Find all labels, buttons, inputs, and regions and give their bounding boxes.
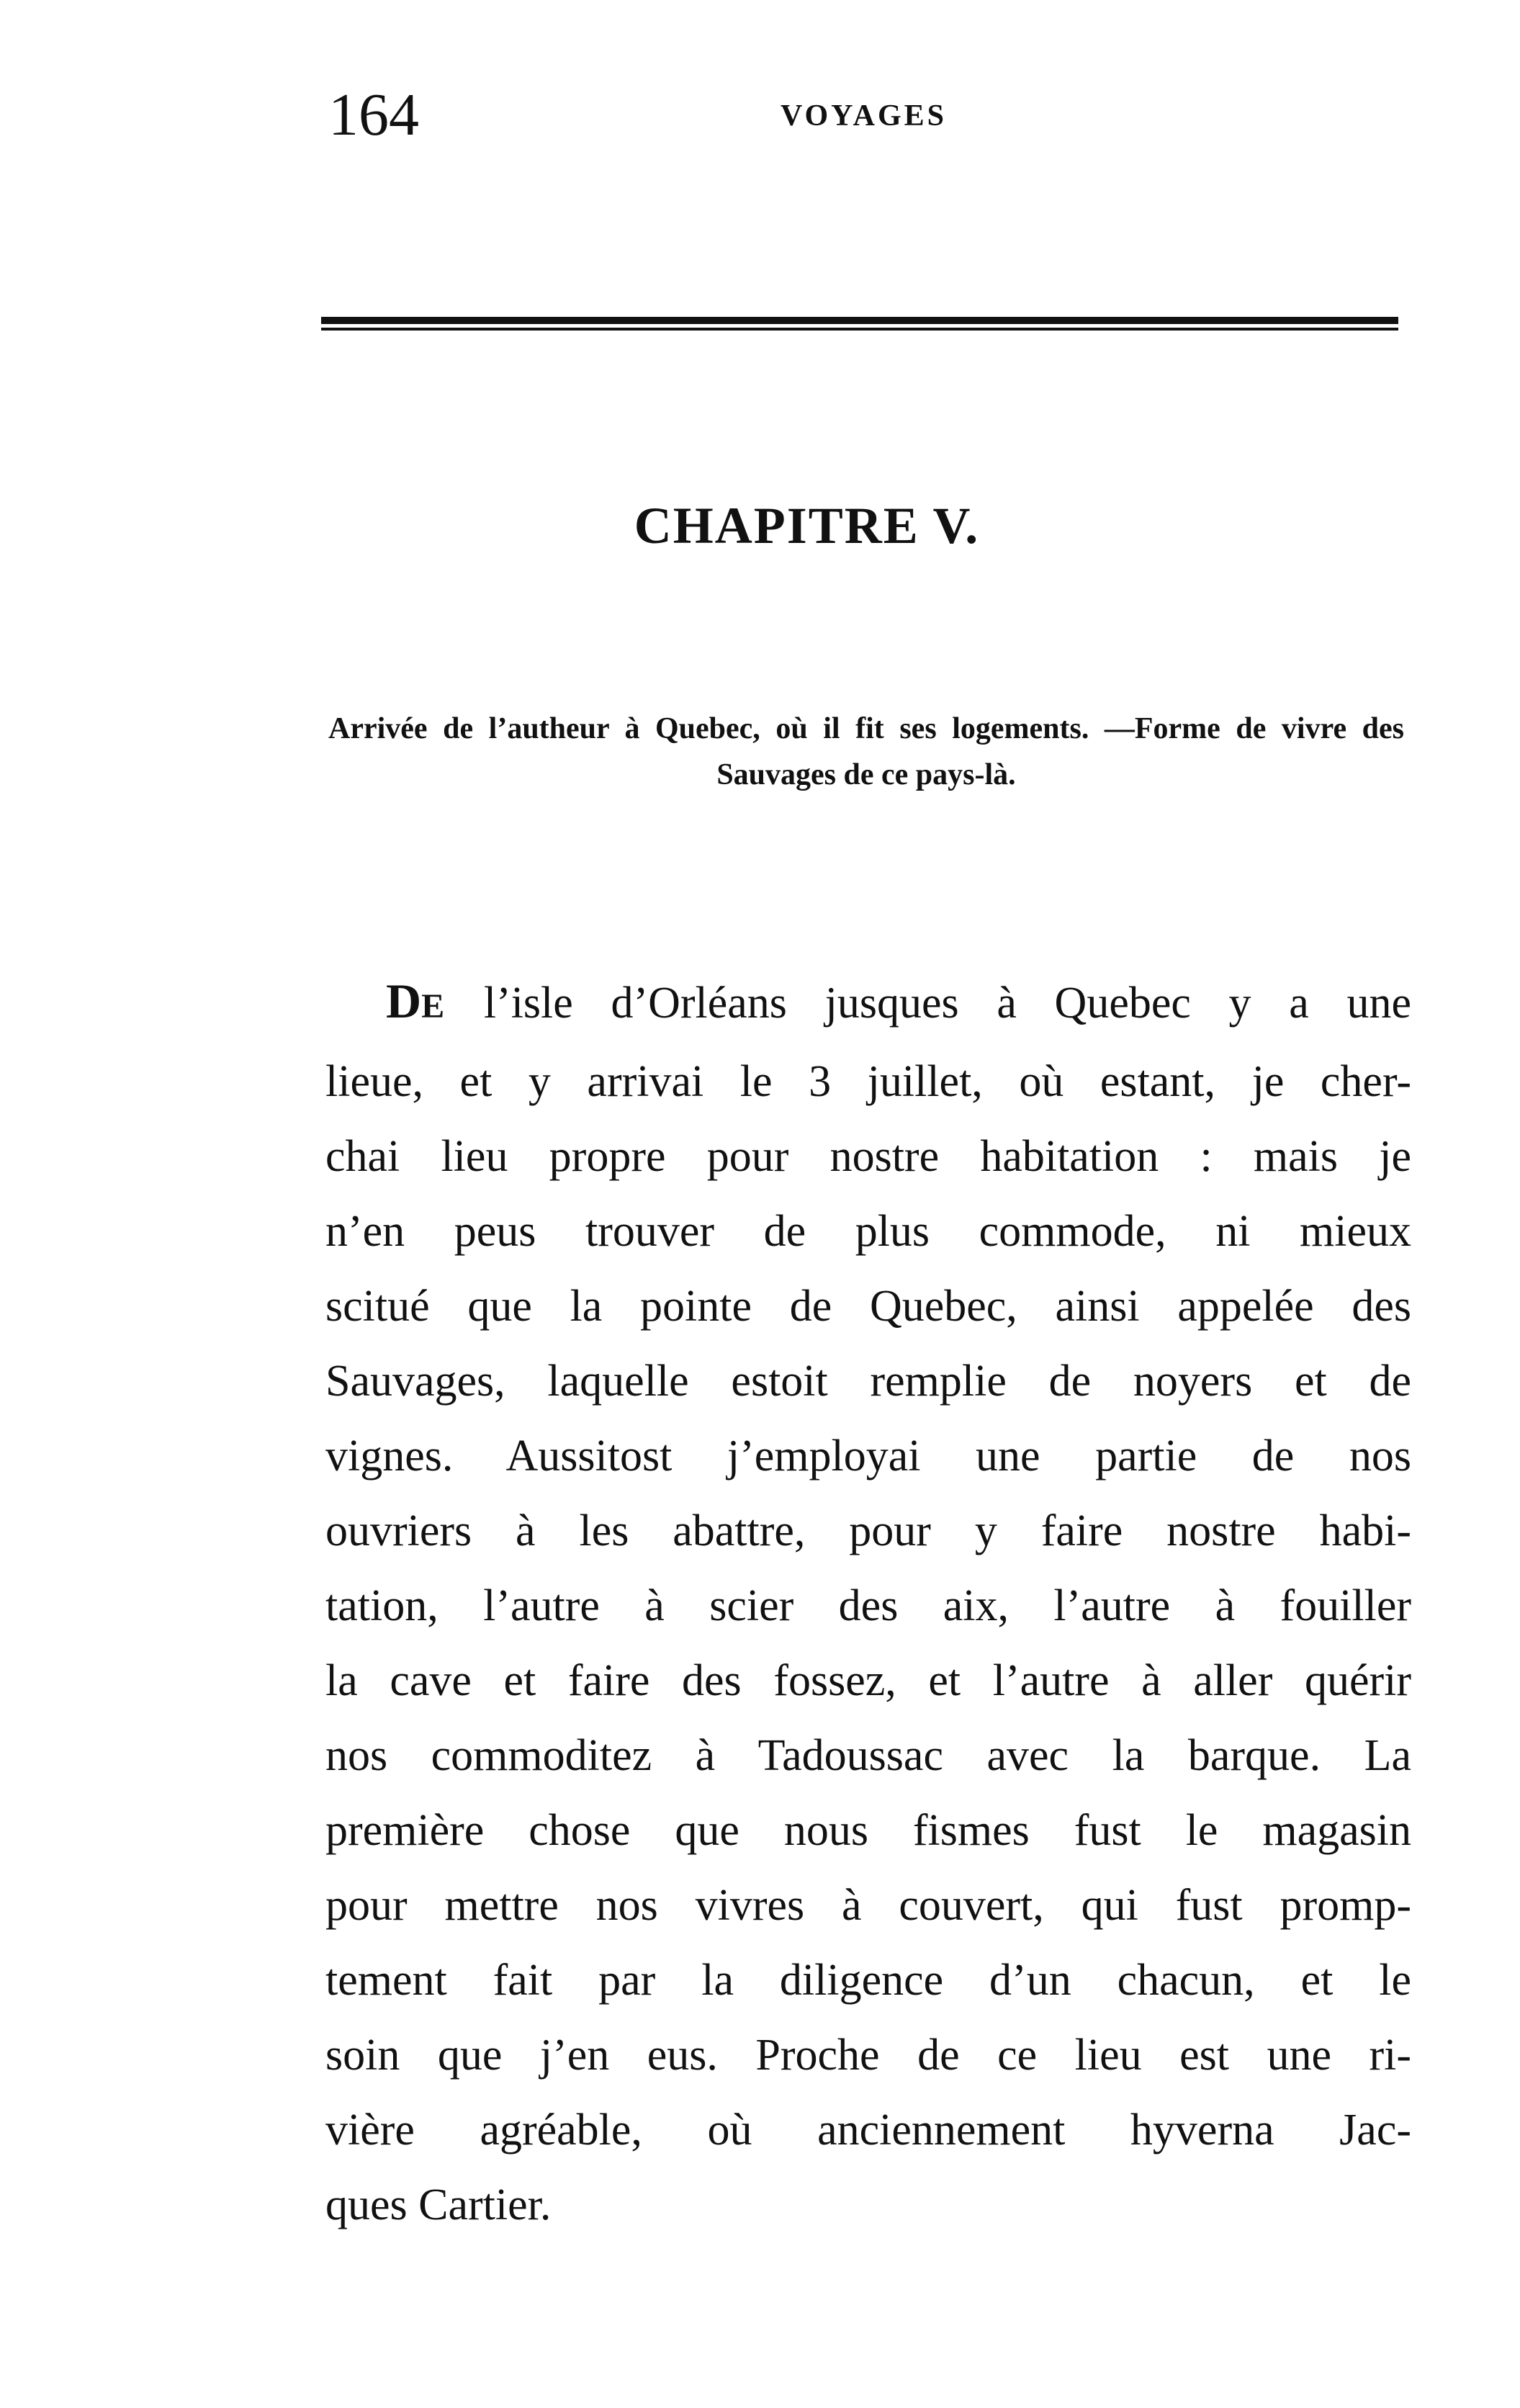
body-line: chai lieu propre pour nostre habitation : mais je — [325, 1132, 1411, 1181]
body-line: pour mettre nos vivres à couvert, qui fust promp- — [325, 1881, 1411, 1930]
chapter-title: CHAPITRE V. — [634, 497, 980, 554]
body-line: vignes. Aussitost j’employai une partie de nos — [325, 1432, 1411, 1481]
body-line-last: ques Cartier. — [325, 2180, 552, 2229]
header-rule — [321, 317, 1398, 333]
body-line: soin que j’en eus. Proche de ce lieu est une ri- — [325, 2031, 1411, 2080]
body-line: lieue, et y arrivai le 3 juillet, où estant, je cher- — [325, 1057, 1411, 1106]
body-line-first — [325, 963, 1411, 1044]
body-line: ouvriers à les abattre, pour y faire nostre habi- — [325, 1506, 1411, 1555]
body-line: Sauvages, laquelle estoit remplie de noyers et de — [325, 1357, 1411, 1406]
body-line: n’en peus trouver de plus commode, ni mieux — [325, 1207, 1411, 1256]
body-line: scitué que la pointe de Quebec, ainsi appelée des — [325, 1282, 1411, 1331]
chapter-summary: Arrivée de l’autheur à Quebec, où il fit ses logements. —Forme de vivre des Sauvages de ce pays-là. — [328, 712, 1404, 791]
running-title: VOYAGES — [781, 99, 948, 132]
header-rule-thick — [321, 317, 1398, 324]
initial-letter: D — [386, 974, 422, 1028]
first-line-text: l’isle d’Orléans jusques à Quebec y a une — [446, 979, 1411, 1028]
body-line: tation, l’autre à scier des aix, l’autre à fouiller — [325, 1581, 1411, 1630]
body-line: la cave et faire des fossez, et l’autre à aller quérir — [325, 1656, 1411, 1705]
body-text — [325, 963, 1411, 2242]
header-rule-thin — [321, 328, 1398, 331]
page-number: 164 — [328, 81, 419, 148]
body-line: tement fait par la diligence d’un chacun, et le — [325, 1956, 1411, 2005]
body-line: nos commoditez à Tadoussac avec la barque. La — [325, 1731, 1411, 1780]
initial-small-caps: E — [421, 987, 446, 1025]
body-line: première chose que nous fismes fust le magasin — [325, 1806, 1411, 1855]
body-line: vière agréable, où anciennement hyverna Jac- — [325, 2106, 1411, 2155]
